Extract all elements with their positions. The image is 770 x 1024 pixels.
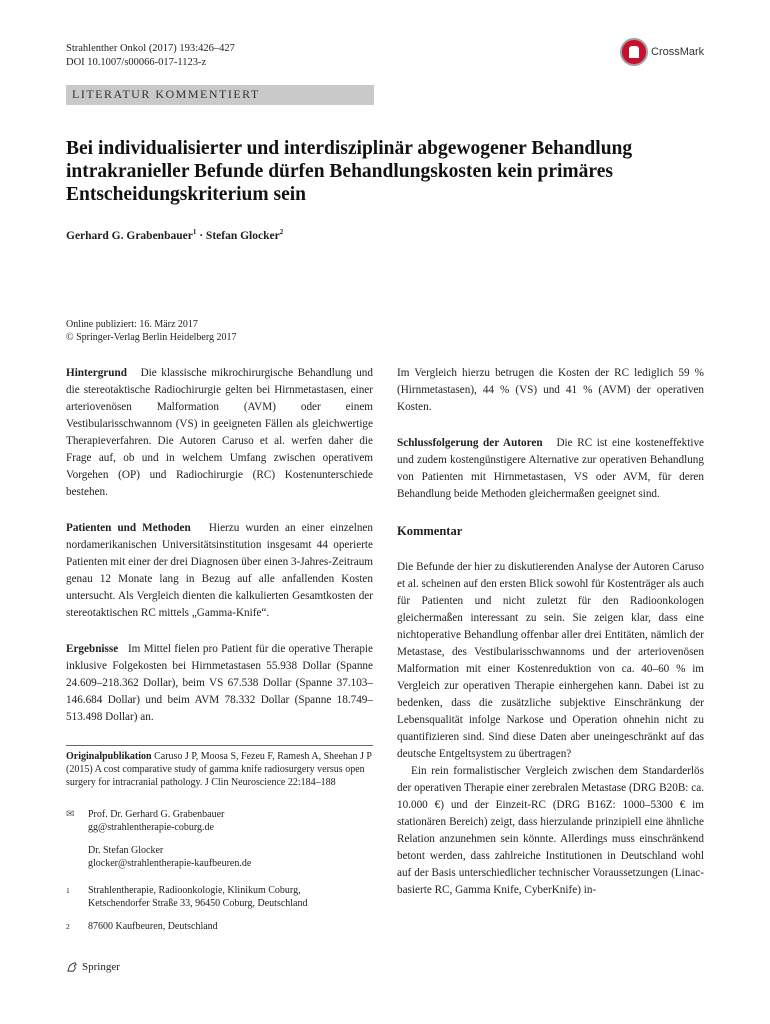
author-affiliation-mark: 2	[279, 228, 284, 236]
section-banner	[66, 85, 374, 105]
author-list	[66, 228, 283, 242]
paragraph-background	[66, 365, 373, 501]
paragraph-text: Hierzu wurden an einer einzelnen nordamerikanischen Universitätsinstitution insgesamt 44 operierte Patienten mit einer der drei Diagnosen über einen 3-Jahres-Zeitraum genau 12 Monate lang in Bezug auf alle anfallenden Kosten untersucht. Als Vergleich dienten die kalkulierten Gesamtkosten der stereotaktischen RC mittels „Gamma-Knife“.	[66, 522, 373, 619]
contact-email[interactable]: glocker@strahlentherapie-kaufbeuren.de	[88, 858, 252, 869]
article-title: Bei individualisierter und interdisziplinär abgewogener Behandlung intrakranieller Befunde dürfen Behandlungskosten kein primäres Entscheidungskriterium sein	[66, 138, 633, 205]
mail-icon: ✉	[66, 809, 75, 820]
publisher-name: Springer	[82, 960, 120, 973]
paragraph-text: Die klassische mikrochirurgische Behandlung und die stereotaktische Radiochirurgie gelten bei Hirnmetastasen, einer arteriovenösen Malformation (AVM) oder einem Vestibularisschwannom (VS) in geeigneten Fällen als gleichwertige Therapieverfahren. Die Autoren Caruso et al. werfen daher die Frage auf, ob und in welchem Umfang zwischen operativem Vorgehen (OP) und Radiochirurgie (RC) Kostenunterschiede bestehen.	[66, 367, 373, 498]
original-publication-note	[66, 745, 373, 795]
affiliations	[66, 884, 353, 943]
paragraph-text: Die RC ist eine kosteneffektive und zudem kostengünstigere Alternative zur operativen Behandlung von Patienten mit Hirnmetastasen, VS oder AVM, für deren Behandlung beide Methoden gleichermaßen geeignet sind.	[397, 437, 705, 500]
copyright: © Springer-Verlag Berlin Heidelberg 2017	[66, 332, 237, 343]
header-meta	[66, 42, 235, 70]
affiliation-text: 87600 Kaufbeuren, Deutschland	[88, 921, 218, 932]
author-name: Gerhard G. Grabenbauer	[66, 229, 193, 242]
publisher-logo	[66, 960, 120, 973]
section-label: LITERATUR KOMMENTIERT	[72, 87, 260, 101]
affiliation-number: 2	[66, 922, 70, 931]
paragraph-heading: Schlussfolgerung der Autoren	[397, 437, 543, 449]
author-separator: ·	[196, 229, 206, 242]
contact-name: Prof. Dr. Gerhard G. Grabenbauer	[88, 809, 225, 820]
note-text: Caruso J P, Moosa S, Fezeu F, Ramesh A, Sheehan J P (2015) A cost comparative study of gamma knife radiosurgery versus open surgery for intracranial pathology. J Clin Neuroscience 22:184–188	[66, 751, 372, 788]
section-heading-kommentar: Kommentar	[397, 524, 463, 538]
springer-horse-icon	[66, 960, 79, 973]
contact-email[interactable]: gg@strahlentherapie-coburg.de	[88, 822, 214, 833]
right-column	[397, 365, 704, 918]
paragraph-heading: Hintergrund	[66, 367, 127, 379]
journal-citation: Strahlenther Onkol (2017) 193:426–427	[66, 43, 235, 54]
left-column	[66, 365, 373, 745]
paragraph-methods	[66, 520, 373, 622]
doi[interactable]: DOI 10.1007/s00066-017-1123-z	[66, 57, 207, 68]
author-affiliation-mark: 1	[192, 228, 197, 236]
paragraph-comment-2: Ein rein formalistischer Vergleich zwischen dem Standarderlös der operativen Therapie einer zerebralen Metastase (DRG B20B: ca. 10.000 €) und der Einzeit-RC (DRG B16Z: 1000–5300 € im stationären Bereich) zeigt, dass hierzulande prinzipiell eine ähnliche Relation anzunehmen sein könnte. Allerdings muss einschränkend betont werden, dass zahlreiche Institutionen in Deutschland wohl auf der Basis unterschiedlicher technischer Voraussetzungen (Linac-basierte RC, Gamma Knife, CyberKnife) in-	[397, 765, 704, 896]
crossmark-badge[interactable]	[620, 38, 704, 66]
author-name: Stefan Glocker	[205, 229, 280, 242]
affiliation-number: 1	[66, 886, 70, 895]
paragraph-conclusion	[397, 435, 704, 503]
paragraph-comparison: Im Vergleich hierzu betrugen die Kosten der RC lediglich 59 % (Hirnmetastasen), 44 % (VS) und 41 % (AVM) der operativen Kosten.	[397, 367, 704, 413]
crossmark-label: CrossMark	[651, 46, 705, 58]
contact-name: Dr. Stefan Glocker	[88, 845, 164, 856]
correspondence	[66, 808, 251, 870]
publication-info	[66, 318, 237, 344]
affiliation-text: Strahlentherapie, Radioonkologie, Klinikum Coburg, Ketschendorfer Straße 33, 96450 Coburg, Deutschland	[88, 885, 308, 909]
crossmark-icon	[620, 38, 648, 66]
note-heading: Originalpublikation	[66, 751, 152, 762]
paragraph-heading: Patienten und Methoden	[66, 522, 191, 534]
paragraph-results	[66, 641, 373, 726]
paragraph-comment-1: Die Befunde der hier zu diskutierenden Analyse der Autoren Caruso et al. scheinen auf den ersten Blick sowohl für Kostenträger als auch für Patienten und nicht zuletzt für den Radioonkologen gleichermaßen interessant zu sein. Sie zeigen klar, dass eine nichtoperative Behandlung offenbar aller drei Entitäten, nämlich der Metastase, des Vestibularisschwannoms und der arteriovenösen Malformation mit einer Kostenreduktion von ca. 40–60 % im Vergleich zur operativen Therapie einhergehen kann. Dabei ist zu bedenken, dass die zusätzliche subjektive Einschränkung der Lebensqualität infolge Narkose und Operation ohnehin nicht zu quantifizieren sind. Sind diese Daten aber uneingeschränkt auf das deutsche Entgeltsystem zu übertragen?	[397, 561, 704, 760]
paragraph-text: Im Mittel fielen pro Patient für die operative Therapie inklusive Folgekosten bei Hirnmetastasen 55.938 Dollar (Spanne 24.609–218.362 Dollar), beim VS 67.538 Dollar (Spanne 37.103–146.684 Dollar) und beim AVM 78.332 Dollar (Spanne 18.749–513.498 Dollar) an.	[66, 643, 374, 723]
paragraph-heading: Ergebnisse	[66, 643, 119, 655]
online-date: Online publiziert: 16. März 2017	[66, 319, 198, 330]
